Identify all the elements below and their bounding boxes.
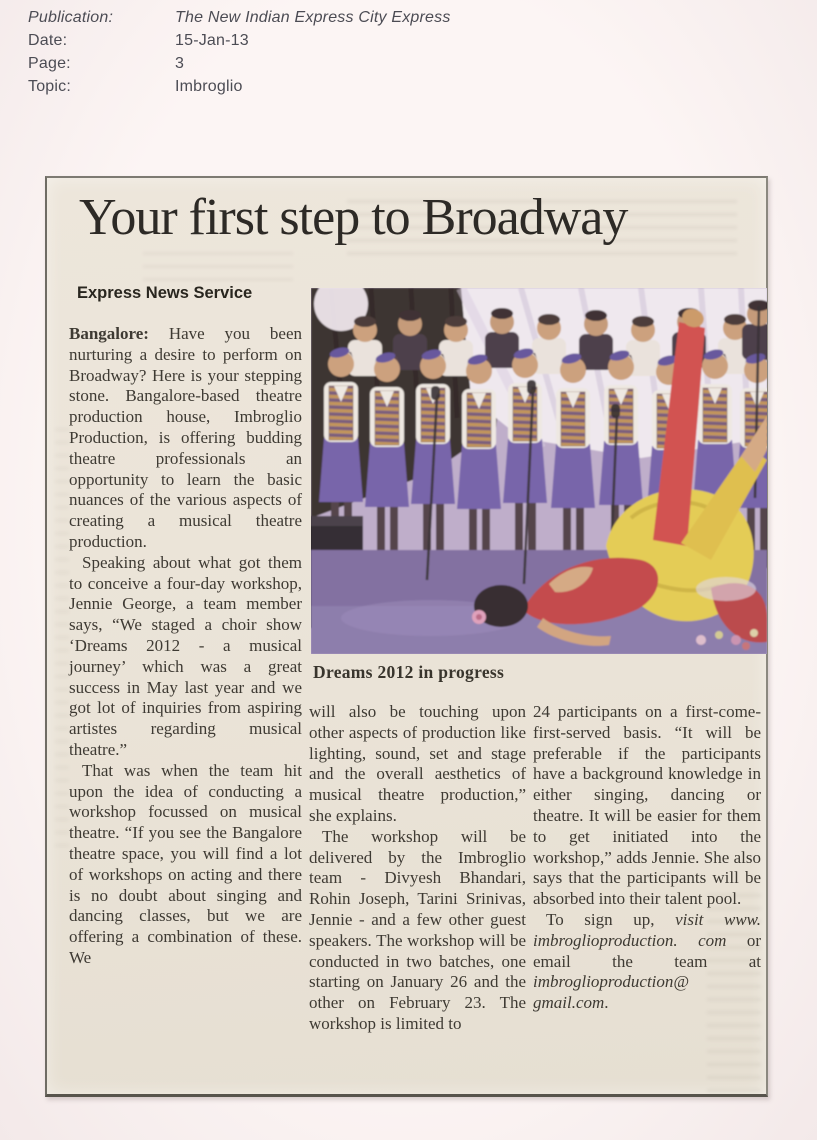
signup-text: or email the team at [533,930,761,971]
article-headline: Your first step to Broadway [79,189,628,246]
publication-value: The New Indian Express City Express [175,9,451,26]
scan-metadata [28,6,451,98]
topic-label: Topic: [28,78,71,95]
stage-photo [311,288,767,654]
photo-caption: Dreams 2012 in progress [313,662,505,682]
dateline-lead: Bangalore: [69,324,149,343]
paragraph-participants: 24 participants on a first-come-first-served basis. “It will be preferable if the participants have a background knowledge in either singing, dancing or theatre. It will be easier for them to get initiated into the workshop,” adds Jennie. She also says that the participants will be absorbed into their talent pool. [533,702,761,909]
metadata-row-publication [28,6,451,29]
article-column-3 [533,702,761,1014]
signup-website: visit www. imbroglioproduction. com [533,909,761,950]
date-label: Date: [28,32,68,49]
paragraph-intro [69,324,302,553]
metadata-row-date [28,29,451,52]
paragraph-workshop-idea: That was when the team hit upon the idea of conducting a workshop focussed on musical theatre. “If you see the Bangalore theatre space, you will find a lot of workshops on acting and there is no doubt about singing and dancing classes, but we are offering a combination of these. We [69,760,302,967]
bleed-through-texture [143,252,293,286]
article-column-2 [309,702,526,1035]
paragraph-production-aspects: will also be touching upon other aspects of production like lighting, sound, set and stage and the overall aesthetics of musical theatre production,” she explains. [309,702,526,825]
signup-text: . [604,993,609,1013]
signup-text: To sign up, [546,909,676,929]
date-value: 15-Jan-13 [175,32,249,49]
metadata-row-page [28,52,451,75]
topic-value: Imbroglio [175,78,243,95]
paragraph-intro-text: Have you been nurturing a desire to perform on Broadway? Here is your stepping stone. Bangalore-based theatre production house, Imbroglio Production, is offering budding theatre professionals an opportunity to learn the basic nuances of the various aspects of creating a musical theatre production. [69,324,302,551]
bleed-through-texture [55,428,69,848]
article-column-1 [69,324,302,969]
publication-label: Publication: [28,9,114,26]
metadata-row-topic [28,75,451,98]
newspaper-clipping [45,176,768,1097]
stage-photo-graphic [311,288,767,654]
article-byline: Express News Service [77,284,253,302]
paragraph-signup [533,910,761,1014]
paragraph-quote-jennie: Speaking about what got them to conceive a four-day workshop, Jennie George, a team member says, “We staged a choir show ‘Dreams 2012 - a musical journey’ which was a great success in May last year and we got lot of inquiries from aspiring artistes regarding musical theatre.” [69,552,302,759]
page-value: 3 [175,55,185,72]
photo-tint-overlay [311,288,767,654]
paragraph-workshop-details: The workshop will be delivered by the Imbroglio team - Divyesh Bhandari, Rohin Joseph, Tarini Srinivas, Jennie - and a few other guest speakers. The workshop will be conducted in two batches, one starting on January 26 and the other on February 23. The workshop is limited to [309,826,526,1033]
signup-email: imbroglioproduction@ gmail.com [533,972,690,1013]
page-label: Page: [28,55,71,72]
